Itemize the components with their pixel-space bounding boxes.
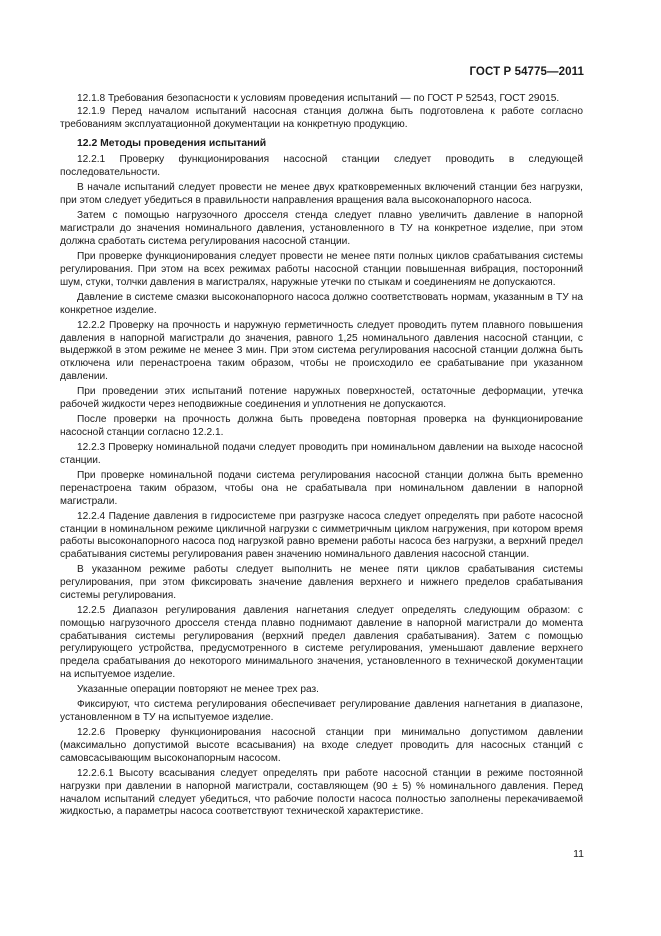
paragraph-12-2-1: 12.2.1 Проверку функционирования насосной станции следует проводить в следующей последовательности. bbox=[60, 154, 583, 178]
page-number: 11 bbox=[573, 848, 584, 860]
paragraph: В начале испытаний следует провести не менее двух кратковременных включений станции без нагрузки, при этом следует убедиться в правильности направления вращения вала высоконапорного насоса. bbox=[60, 182, 583, 206]
paragraph: В указанном режиме работы следует выполнить не менее пяти циклов срабатывания системы регулирования, при этом фиксировать значение давления верхнего и нижнего пределов срабатывания системы регулирования. bbox=[60, 564, 583, 601]
paragraph-12-1-9: 12.1.9 Перед началом испытаний насосная станция должна быть подготовлена к работе согласно требованиям эксплуатационной документации на конкретную продукцию. bbox=[60, 105, 583, 130]
paragraph: После проверки на прочность должна быть проведена повторная проверка на функционирование насосной станции согласно 12.2.1. bbox=[60, 414, 583, 438]
paragraph-12-1-8: 12.1.8 Требования безопасности к условиям проведения испытаний — по ГОСТ Р 52543, ГОСТ 29015. bbox=[77, 93, 560, 104]
document-body bbox=[60, 93, 583, 819]
paragraph: Фиксируют, что система регулирования обеспечивает регулирование давления нагнетания в диапазоне, установленном в ТУ на испытуемое изделие. bbox=[60, 699, 583, 723]
paragraph: Давление в системе смазки высоконапорного насоса должно соответствовать нормам, указанным в ТУ на конкретное изделие. bbox=[60, 291, 583, 316]
paragraph-12-2-4: 12.2.4 Падение давления в гидросистеме при разгрузке насоса следует определять при работе насосной станции в номинальном режиме цикличной нагрузки с симметричным циклом нагружения, при котором время работы высоконапорного насоса под нагрузкой равно времени работы насоса без нагрузки, а верхний предел срабатывания системы регулирования равен значению номинального давления насосной станции. bbox=[60, 510, 583, 560]
paragraph-12-2-3: 12.2.3 Проверку номинальной подачи следует проводить при номинальном давлении на выходе насосной станции. bbox=[60, 442, 583, 466]
paragraph: При проведении этих испытаний потение наружных поверхностей, остаточные деформации, утечка рабочей жидкости через неподвижные соединения и уплотнения не допускаются. bbox=[60, 386, 583, 410]
paragraph-12-2-5: 12.2.5 Диапазон регулирования давления нагнетания следует определять следующим образом: с помощью нагрузочного дросселя стенда плавно поднимают давление в напорной магистрали до момента срабатывания системы регулирования (верхний предел давления срабатывания). Затем с помощью регулирующего устройства, предусмотренного в системе регулирования, уменьшают давление верхнего предела срабатывания до некоторого минимального значения, установленного в технической документации на испытуемое изделие. bbox=[60, 605, 583, 680]
paragraph-12-2-2: 12.2.2 Проверку на прочность и наружную герметичность следует проводить путем плавного повышения давления в напорной магистрали до значения, равного 1,25 номинального давления насосной станции, с выдержкой в этом режиме не менее 3 мин. При этом система регулирования насосной станции должна быть отключена или перенастроена таким образом, чтобы не происходило ее срабатывание при указанном давлении. bbox=[60, 319, 583, 382]
paragraph: При проверке функционирования следует провести не менее пяти полных циклов срабатывания системы регулирования. При этом на всех режимах работы насосной станции повышенная вибрация, посторонний шум, стуки, толчки давления в магистралях, наружные утечки по стыкам и соединениям не допускаются. bbox=[60, 251, 583, 288]
paragraph: Указанные операции повторяют не менее трех раз. bbox=[77, 684, 319, 695]
paragraph: Затем с помощью нагрузочного дросселя стенда следует плавно увеличить давление в напорной магистрали до значения номинального давления, установленного в ТУ на конкретное изделие, при этом должна сработать система регулирования насосной станции. bbox=[60, 210, 583, 247]
section-title: 12.2 Методы проведения испытаний bbox=[77, 138, 267, 150]
paragraph-12-2-6: 12.2.6 Проверку функционирования насосной станции при минимально допустимом давлении (максимально допустимой высоте всасывания) на входе следует проводить для насосных станций с самовсасывающим высоконапорным насосом. bbox=[60, 727, 583, 764]
document-header: ГОСТ Р 54775—2011 bbox=[469, 66, 584, 78]
paragraph: При проверке номинальной подачи система регулирования насосной станции должна быть временно перенастроена таким образом, чтобы она не срабатывала при номинальном давлении в напорной магистрали. bbox=[60, 470, 583, 507]
paragraph-12-2-6-1: 12.2.6.1 Высоту всасывания следует определять при работе насосной станции в режиме постоянной нагрузки при давлении в напорной магистрали, составляющем (90 ± 5) % номинального давления. Перед началом испытаний следует убедиться, что рабочие полости насоса полностью заполнены перекачиваемой жидкостью, а параметры насоса соответствуют технической характеристике. bbox=[60, 768, 583, 818]
